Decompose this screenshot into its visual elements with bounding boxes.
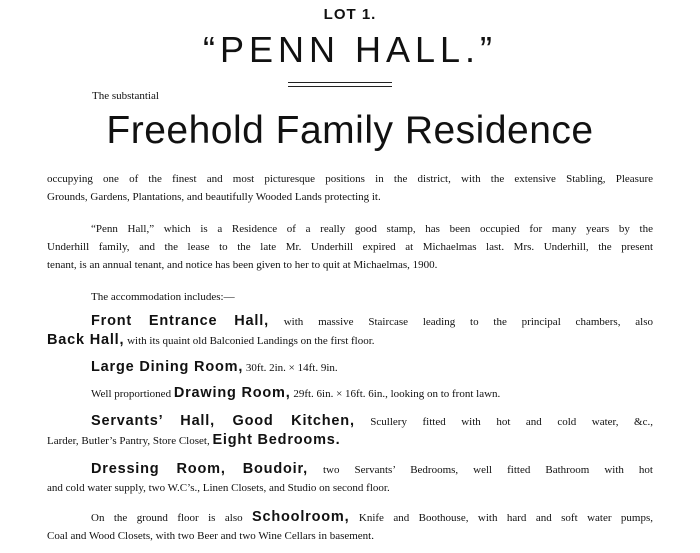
dining-heading: Large Dining Room, bbox=[91, 359, 244, 375]
tenancy-line-2: Underhill family, and the lease to the late Mr. Underhill expired at Michaelmas last. Mrs. Underhill, the present bbox=[47, 241, 653, 253]
dining-dimensions: 30ft. 2in. × 14ft. 9in. bbox=[243, 362, 338, 374]
water-supply-line: and cold water supply, two W.C’s., Linen Closets, and Studio on second floor. bbox=[47, 482, 390, 494]
title-rule-upper bbox=[288, 82, 392, 83]
drawing-heading: Drawing Room, bbox=[173, 385, 291, 401]
front-hall-text: with massive Staircase leading to the principal chambers, also bbox=[268, 316, 653, 328]
drawing-prefix: Well proportioned bbox=[91, 388, 174, 400]
lot-number: LOT 1. bbox=[323, 6, 377, 23]
tenancy-line-1: “Penn Hall,” which is a Residence of a really good stamp, has been occupied for many years by the bbox=[91, 223, 653, 235]
bedrooms-heading: Eight Bedrooms. bbox=[212, 432, 341, 448]
front-hall-heading: Front Entrance Hall, bbox=[91, 313, 269, 329]
larder-text: Larder, Butler’s Pantry, Store Closet, bbox=[47, 435, 213, 447]
title-rule-lower bbox=[288, 86, 392, 87]
back-hall-line bbox=[47, 331, 653, 350]
front-hall-line bbox=[47, 312, 653, 331]
coal-line: Coal and Wood Closets, with two Beer and two Wine Cellars in basement. bbox=[47, 530, 374, 542]
residence-heading: Freehold Family Residence bbox=[106, 109, 594, 152]
accommodation-intro: The accommodation includes:— bbox=[91, 291, 235, 303]
dressing-text: two Servants’ Bedrooms, well fitted Bathroom with hot bbox=[307, 464, 653, 476]
servants-text: Scullery fitted with hot and cold water, &c., bbox=[354, 416, 653, 428]
dining-paragraph bbox=[47, 358, 653, 377]
intro-line-1: occupying one of the finest and most picturesque positions in the district, with the extensive Stabling, Pleasure bbox=[47, 173, 653, 185]
schoolroom-heading: Schoolroom, bbox=[252, 509, 350, 525]
back-hall-heading: Back Hall, bbox=[47, 332, 125, 348]
drawing-paragraph bbox=[47, 384, 653, 403]
back-hall-text: with its quaint old Balconied Landings on the first floor. bbox=[124, 335, 375, 347]
drawing-dimensions: 29ft. 6in. × 16ft. 6in., looking on to front lawn. bbox=[290, 388, 501, 400]
ground-prefix: On the ground floor is also bbox=[91, 512, 253, 524]
front-hall-paragraph bbox=[47, 312, 653, 350]
dressing-paragraph bbox=[47, 460, 653, 497]
substantial-label: The substantial bbox=[92, 90, 159, 102]
intro-paragraph bbox=[47, 170, 653, 206]
servants-paragraph bbox=[47, 412, 653, 450]
servants-heading: Servants’ Hall, Good Kitchen, bbox=[91, 413, 355, 429]
property-title: “PENN HALL.” bbox=[202, 29, 498, 70]
ground-text: Knife and Boothouse, with hard and soft water pumps, bbox=[349, 512, 654, 524]
tenancy-line-3: tenant, is an annual tenant, and notice has been given to her to quit at Michaelmas, 1900. bbox=[47, 259, 438, 271]
dressing-heading: Dressing Room, Boudoir, bbox=[91, 461, 308, 477]
ground-floor-paragraph bbox=[47, 508, 653, 545]
intro-line-2: Grounds, Gardens, Plantations, and beautifully Wooded Lands protecting it. bbox=[47, 191, 381, 203]
tenancy-paragraph bbox=[47, 220, 653, 274]
